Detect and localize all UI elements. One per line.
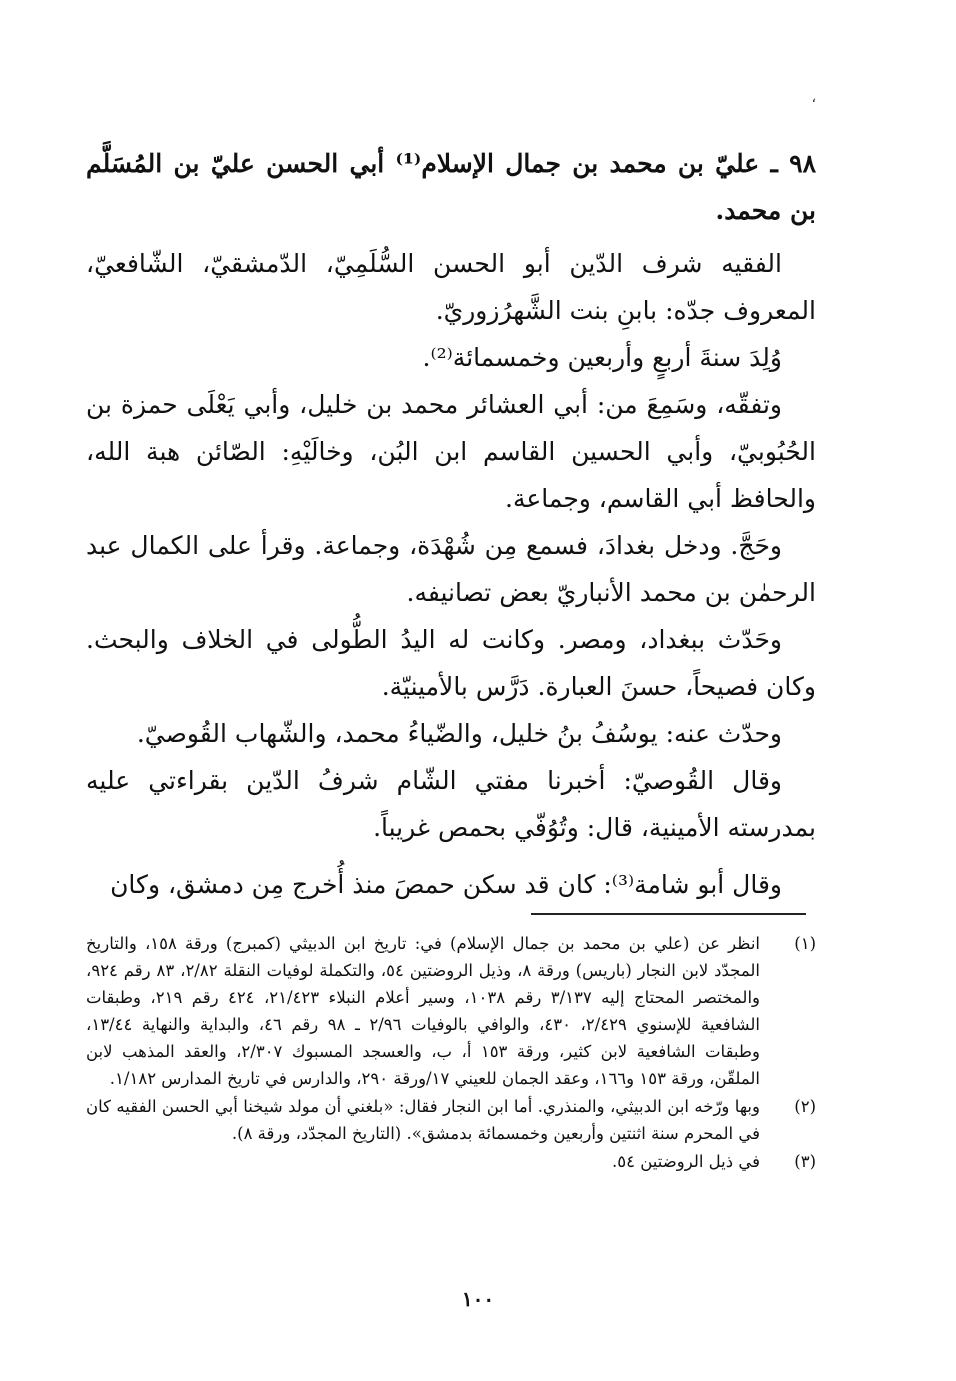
paragraph-1: الفقيه شرف الدّين أبو الحسن السُّلَمِيّ، الدّمشقيّ، الشّافعيّ، المعروف جدّه: بابنِ بنت الشَّهرُزوريّ. [86,249,816,325]
footnote-number: (١) [794,934,816,953]
footnote-text: انظر عن (علي بن محمد بن جمال الإسلام) في: تاريخ ابن الدبيثي (كمبرج) ورقة ١٥٨، والتاريخ المجدّد لابن النجار (باريس) ورقة ٨، وذيل الروضتين ٥٤، والتكملة لوفيات النقلة ٢/٨٢، ٨٣ رقم ٩٢٤، والمختصر المحتاج إليه ٣/١٣٧ رقم ١٠٣٨، وسير أعلام النبلاء ٢١/٤٢٣، ٤٢٤ رقم ٢١٩، وطبقات الشافعية للإسنوي ٢/٤٢٩، ٤٣٠، والوافي بالوفيات ٢/٩٦ ـ ٩٨ رقم ٤٦، والبداية والنهاية ١٣/٤٤، وطبقات الشافعية لابن كثير، ورقة ١٥٣ أ، ب، والعسجد المسبوك ٢/٣٠٧، والعقد المذهب لابن الملقّن، ورقة ١٥٣ و١٦٦، وعقد الجمان للعيني ١٧/ورقة ٢٩٠، والدارس في تاريخ المدارس ١/١٨٢. [86,934,761,1088]
footnotes [86,930,816,1176]
footnote-2 [86,1093,816,1147]
footnote-divider [531,913,806,915]
page-number: ١٠٠ [461,1287,495,1311]
entry-title: ٩٨ ـ عليّ بن محمد بن جمال الإسلام⁽¹⁾ أبي الحسن عليّ بن المُسَلَّم بن محمد. [86,149,816,225]
paragraph-3: وتفقّه، وسَمِعَ من: أبي العشائر محمد بن خليل، وأبي يَعْلَى حمزة بن الحُبُوبيّ، وأبي الحسين القاسم ابن البُن، وخالَيْهِ: الصّائن هبة الله، والحافظ أبي القاسم، وجماعة. [86,390,816,513]
paragraph-4: وحَجَّ. ودخل بغدادَ، فسمع مِن شُهْدَة، وجماعة. وقرأ على الكمال عبد الرحمٰن بن محمد الأنباريّ بعض تصانيفه. [86,531,816,607]
paragraph-8: وقال أبو شامة⁽³⁾: كان قد سكن حمصَ منذ أُخرج مِن دمشق، وكان [110,870,782,899]
paragraph-2: وُلِدَ سنةَ أربعٍ وأربعين وخمسمائة⁽²⁾. [422,343,782,372]
main-text-block [86,140,816,908]
footnote-text: في ذيل الروضتين ٥٤. [611,1152,760,1171]
top-margin-mark: ، [811,90,816,106]
footnote-number: (٢) [794,1097,816,1116]
footnote-text: وبها ورّخه ابن الدبيثي، والمنذري. أما ابن النجار فقال: «بلغني أن مولد شيخنا أبي الحسن الفقيه كان في المحرم سنة اثنتين وأربعين وخمسمائة بدمشق». (التاريخ المجدّد، ورقة ٨). [86,1097,760,1143]
footnote-number: (٣) [794,1152,816,1171]
footnote-3 [86,1148,816,1175]
footnote-1 [86,930,816,1092]
paragraph-6: وحدّث عنه: يوسُفُ بنُ خليل، والضّياءُ محمد، والشّهاب القُوصيّ. [136,719,782,748]
paragraph-7: وقال القُوصيّ: أخبرنا مفتي الشّام شرفُ الدّين بقراءتي عليه بمدرسته الأمينية، قال: وتُوُفّي بحمص غريباً. [86,766,816,842]
paragraph-5: وحَدّث ببغداد، ومصر. وكانت له اليدُ الطُّولى في الخلاف والبحث. وكان فصيحاً، حسنَ العبارة. دَرَّس بالأمينيّة. [86,625,816,701]
